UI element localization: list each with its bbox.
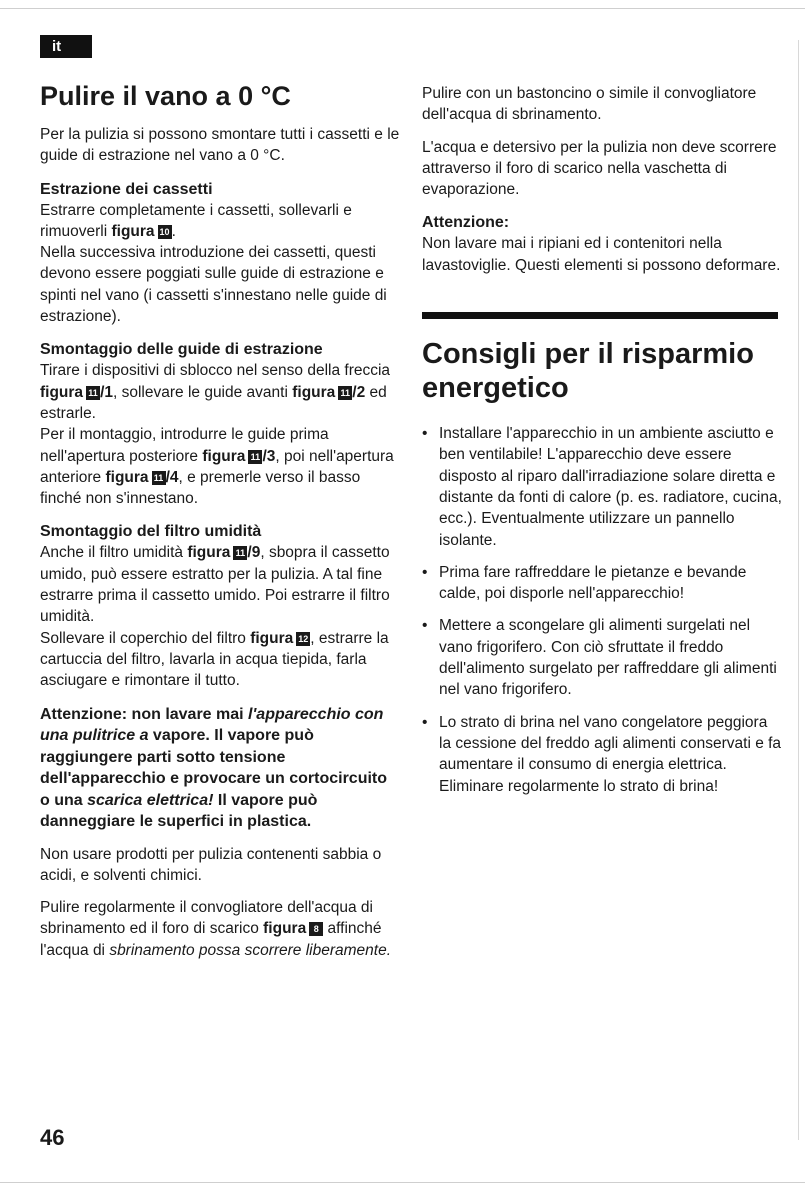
figure-number-badge: 8 (309, 922, 323, 936)
heading-drawer-removal: Estrazione dei cassetti (40, 180, 213, 198)
list-item: • Installare l'apparecchio in un ambiente asciutto e ben ventilabile! L'apparecchio deve essere disposto al riparo dall'irradiazione solare diretta e distante da fonti di calore (p. es. radiatore, cucina, ecc.). Eventualmente utilizzare un pannello isolante. (422, 425, 782, 549)
left-column (40, 80, 400, 961)
bottom-rule (0, 1182, 805, 1183)
figure-number-badge: 11 (248, 450, 262, 464)
list-item: • Lo strato di brina nel vano congelatore peggiora la cessione del freddo agli alimenti conservati e fa aumentare il consumo di energia elettrica. Eliminare regolarmente lo strato di brina! (422, 713, 782, 795)
section-title-cleaning: Pulire il vano a 0 °C (40, 81, 291, 111)
humidity-filter-text: Anche il filtro umidità figura 11 /9, sbopra il cassetto umido, può essere estratto per la pulizia. A tal fine estrarre prima il cassetto umido. Poi estrarre il filtro umidità. Sollevare il coperchio del filtro figura 12 , estrarre la cartuccia del filtro, lavarla in acqua tiepida, farla asciugare e rimontare il tutto. (40, 544, 390, 690)
drain-stick-text: Pulire con un bastoncino o simile il convogliatore dell'acqua di sbrinamento. (422, 85, 757, 124)
heading-attention: Attenzione: (422, 214, 510, 232)
figure-number-badge: 11 (86, 386, 100, 400)
page-number: 46 (40, 1125, 65, 1150)
section-title-energy-saving: Consigli per il risparmio energetico (422, 338, 754, 405)
dishwasher-warning-text: Non lavare mai i ripiani ed i contenitori nella lavastoviglie. Questi elementi si possono deformare. (422, 235, 781, 274)
list-item: • Prima fare raffreddare le pietanze e bevande calde, poi disporle nell'apparecchio! (422, 563, 747, 603)
figure-number-badge: 12 (298, 633, 309, 644)
figure-number-badge: 11 (152, 471, 166, 485)
language-badge: it (40, 35, 92, 58)
no-abrasive-text: Non usare prodotti per pulizia contenenti sabbia o acidi, e solventi chimici. (40, 845, 382, 884)
drawer-removal-text: Estrarre completamente i cassetti, sollevarli e rimuoverli figura 10 . Nella successiva introduzione dei cassetti, questi devono essere poggiati sulle guide di estrazione e spinti nel vano (i cassetti s'innestano nelle guide di estrazione). (40, 201, 387, 326)
right-column (422, 83, 782, 808)
top-rule (0, 8, 805, 9)
list-item: • Mettere a scongelare gli alimenti surgelati nel vano frigorifero. Con ciò sfruttate il freddo dell'alimento surgelato per raffreddare gli alimenti nel vano frigorifero. (422, 617, 777, 699)
figure-number-badge: 11 (233, 546, 247, 560)
figure-ref: figura (111, 222, 155, 240)
section-divider (422, 312, 778, 319)
side-rule (798, 40, 799, 1140)
drain-cleaning-text: Pulire regolarmente il convogliatore dell'acqua di sbrinamento ed il foro di scarico figura 8 affinché l'acqua di sbrinamento possa scorrere liberamente. (40, 899, 392, 959)
figure-number-badge: 11 (338, 386, 352, 400)
rail-removal-text: Tirare i dispositivi di sblocco nel senso della freccia figura 11 /1, sollevare le guide avanti figura 11 /2 ed estrarle. Per il montaggio, introdurre le guide prima nell'apertura posteriore figura 11 /3, poi nell'apertura anteriore figura 11 /4, e premerle verso il basso finché non s'innestano. (40, 362, 394, 508)
heading-rail-removal: Smontaggio delle guide di estrazione (40, 341, 323, 359)
energy-tips-list (422, 423, 782, 797)
steam-cleaner-warning: Attenzione: non lavare mai l'apparecchio con una pulitrice a vapore. Il vapore può raggiungere parti sotto tensione dell'apparecchio e provocare un cortocircuito o una scarica elettrica! Il vapore può danneggiare le superfici in plastica. (40, 705, 388, 831)
detergent-drain-text: L'acqua e detersivo per la pulizia non deve scorrere attraverso il foro di scarico nella vaschetta di evaporazione. (422, 138, 777, 199)
figure-number-badge: 10 (159, 226, 170, 237)
intro-text: Per la pulizia si possono smontare tutti i cassetti e le guide di estrazione nel vano a 0 °C. (40, 126, 400, 165)
heading-humidity-filter: Smontaggio del filtro umidità (40, 523, 262, 541)
